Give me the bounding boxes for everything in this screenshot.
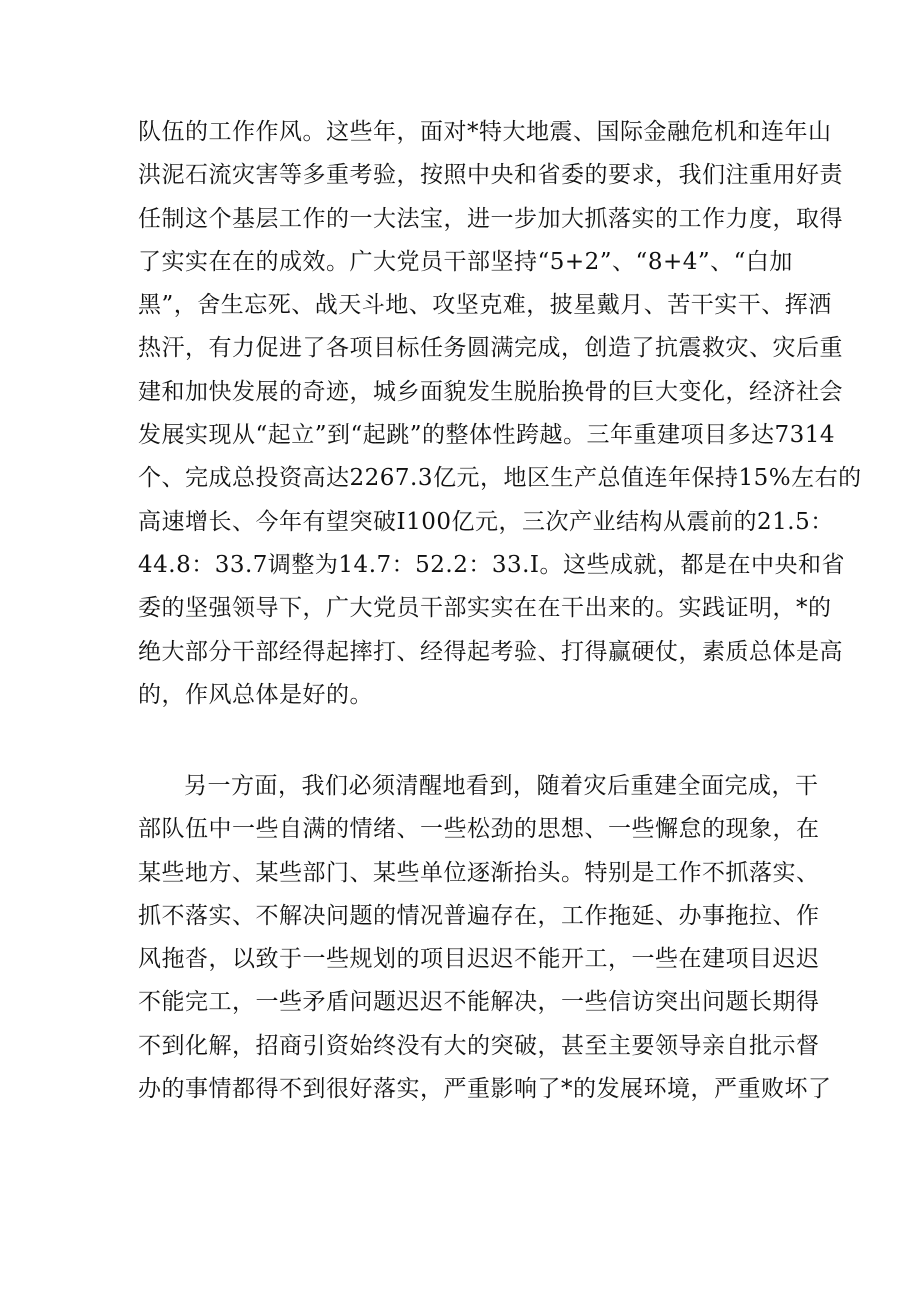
paragraph-line: 高速增长、今年有望突破I100亿元，三次产业结构从震前的21.5：	[138, 508, 834, 535]
paragraph-line: 的，作风总体是好的。	[138, 681, 373, 708]
paragraph-line: 办的事情都得不到很好落实，严重影响了*的发展环境，严重败坏了	[138, 1076, 832, 1103]
paragraph-line: 黑”，舍生忘死、战天斗地、攻坚克难，披星戴月、苦干实干、挥洒	[138, 292, 832, 319]
paragraph-line: 委的坚强领导下，广大党员干部实实在在干出来的。实践证明，*的	[138, 595, 832, 622]
paragraph-line: 热汗，有力促进了各项目标任务圆满完成，创造了抗震救灾、灾后重	[138, 335, 843, 362]
paragraph-line: 44.8：33.7调整为14.7：52.2：33.I。这些成就，都是在中央和省	[138, 551, 846, 578]
paragraph-line: 发展实现从“起立”到“起跳”的整体性跨越。三年重建项目多达7314	[138, 422, 836, 449]
paragraph-line: 风拖沓，以致于一些规划的项目迟迟不能开工，一些在建项目迟迟	[138, 946, 820, 973]
paragraph-line: 队伍的工作作风。这些年，面对*特大地震、国际金融危机和连年山	[138, 119, 832, 145]
paragraph-1	[138, 111, 862, 717]
paragraph-line: 任制这个基层工作的一大法宝，进一步加大抓落实的工作力度，取得	[138, 205, 843, 232]
paragraph-line: 洪泥石流灾害等多重考验，按照中央和省委的要求，我们注重用好责	[138, 162, 843, 189]
paragraph-line: 某些地方、某些部门、某些单位逐渐抬头。特别是工作不抓落实、	[138, 859, 820, 886]
paragraph-line: 个、完成总投资高达2267.3亿元，地区生产总值连年保持15%左右的	[138, 465, 862, 492]
paragraph-line: 另一方面，我们必须清醒地看到，随着灾后重建全面完成，干	[184, 773, 819, 799]
paragraph-line: 了实实在在的成效。广大党员干部坚持“5+2”、“8+4”、“白加	[138, 248, 793, 275]
paragraph-line: 抓不落实、不解决问题的情况普遍存在，工作拖延、办事拖拉、作	[138, 902, 820, 929]
paragraph-line: 不到化解，招商引资始终没有大的突破，甚至主要领导亲自批示督	[138, 1032, 820, 1059]
paragraph-line: 绝大部分干部经得起摔打、经得起考验、打得赢硬仗，素质总体是高	[138, 638, 843, 665]
paragraph-line: 建和加快发展的奇迹，城乡面貌发生脱胎换骨的巨大变化，经济社会	[138, 378, 843, 405]
paragraph-2	[138, 765, 832, 1111]
paragraph-line: 部队伍中一些自满的情绪、一些松劲的思想、一些懈怠的现象，在	[138, 816, 820, 843]
paragraph-line: 不能完工，一些矛盾问题迟迟不能解决，一些信访突出问题长期得	[138, 989, 820, 1016]
